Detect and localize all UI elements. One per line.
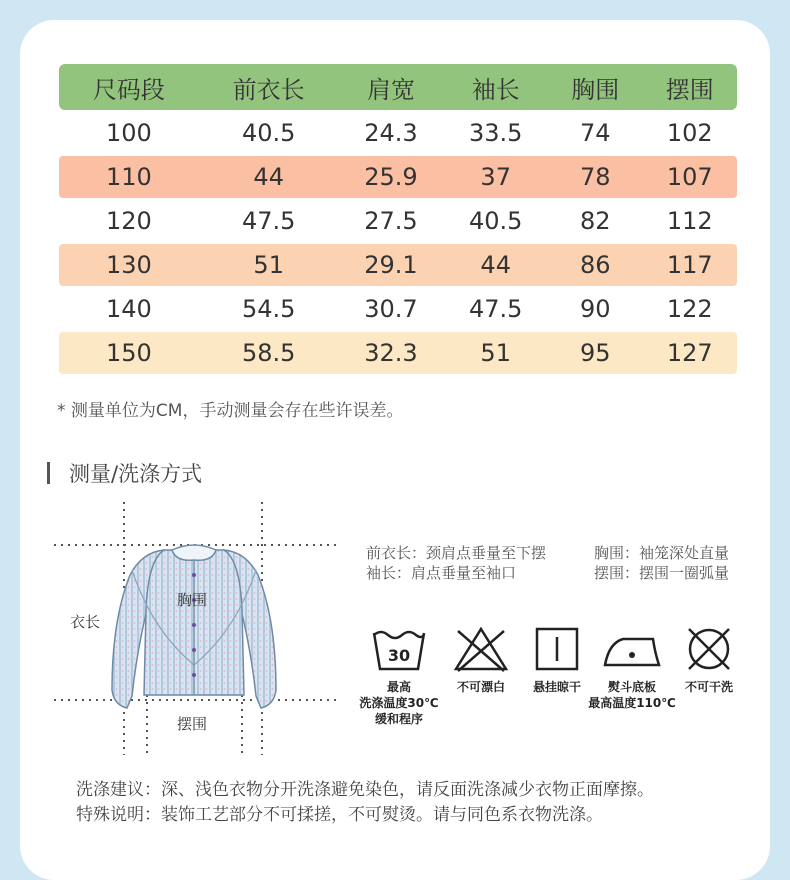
section-title	[47, 458, 202, 488]
table-cell: 122	[643, 288, 737, 330]
table-cell: 27.5	[339, 200, 444, 242]
table-row	[59, 156, 737, 198]
care-label-line: 最高温度110℃	[588, 696, 676, 710]
table-cell: 29.1	[339, 244, 444, 286]
wash-advice-block	[76, 778, 654, 828]
desc-hem: 摆围：摆围一圈弧量	[594, 564, 730, 582]
care-wash-30	[354, 625, 444, 727]
diagram-hem-label: 摆围	[177, 715, 208, 733]
table-cell: 25.9	[339, 156, 444, 198]
measurement-note: * 测量单位为CM，手动测量会存在些许误差。	[57, 401, 404, 421]
table-cell: 47.5	[199, 200, 339, 242]
table-cell: 107	[643, 156, 737, 198]
section-title-text: 测量/洗涤方式	[69, 462, 203, 486]
table-cell: 127	[643, 332, 737, 374]
table-cell: 117	[643, 244, 737, 286]
header-hem: 摆围	[643, 64, 737, 110]
table-row	[59, 244, 737, 286]
table-cell: 51	[443, 332, 548, 374]
desc-chest: 胸围：袖笼深处直量	[594, 544, 730, 562]
table-cell: 40.5	[443, 200, 548, 242]
table-row	[59, 112, 737, 154]
table-cell: 86	[548, 244, 642, 286]
table-cell: 78	[548, 156, 642, 198]
table-cell: 130	[59, 244, 199, 286]
table-cell: 24.3	[339, 112, 444, 154]
table-cell: 37	[443, 156, 548, 198]
table-cell: 40.5	[199, 112, 339, 154]
care-label-line: 不可干洗	[684, 680, 733, 694]
table-cell: 74	[548, 112, 642, 154]
care-label-line: 洗涤温度30℃	[359, 696, 439, 710]
header-sleeve: 袖长	[443, 64, 548, 110]
table-cell: 51	[199, 244, 339, 286]
header-front-length: 前衣长	[199, 64, 339, 110]
size-table	[59, 62, 737, 376]
table-row	[59, 200, 737, 242]
measure-description	[366, 543, 729, 583]
care-label-line: 不可漂白	[456, 680, 505, 694]
desc-sleeve: 袖长：肩点垂量至袖口	[366, 564, 517, 582]
table-cell: 44	[443, 244, 548, 286]
no-dry-clean-icon	[683, 625, 735, 673]
table-cell: 90	[548, 288, 642, 330]
wash-30-icon	[370, 625, 428, 673]
desc-front-length: 前衣长：颈肩点垂量至下摆	[366, 544, 547, 562]
header-chest: 胸围	[548, 64, 642, 110]
table-row	[59, 332, 737, 374]
care-label-line: 悬挂晾干	[532, 680, 581, 694]
table-cell: 140	[59, 288, 199, 330]
no-bleach-icon	[452, 625, 510, 673]
wash-advice: 洗涤建议：深、浅色衣物分开洗涤避免染色，请反面洗涤减少衣物正面摩擦。	[76, 780, 654, 800]
table-cell: 33.5	[443, 112, 548, 154]
header-shoulder: 肩宽	[339, 64, 444, 110]
table-cell: 32.3	[339, 332, 444, 374]
header-size: 尺码段	[59, 64, 199, 110]
table-cell: 120	[59, 200, 199, 242]
size-table-header	[59, 64, 737, 110]
table-cell: 47.5	[443, 288, 548, 330]
table-cell: 102	[643, 112, 737, 154]
table-cell: 82	[548, 200, 642, 242]
section-bar	[47, 462, 50, 484]
table-cell: 58.5	[199, 332, 339, 374]
table-cell: 100	[59, 112, 199, 154]
table-cell: 54.5	[199, 288, 339, 330]
special-note: 特殊说明：装饰工艺部分不可揉搓，不可熨烫。请与同色系衣物洗涤。	[76, 805, 603, 825]
hang-dry-icon	[533, 625, 581, 673]
diagram-length-label: 衣长	[70, 613, 101, 631]
table-cell: 112	[643, 200, 737, 242]
table-cell: 110	[59, 156, 199, 198]
care-label-line: 缓和程序	[374, 712, 423, 726]
table-cell: 30.7	[339, 288, 444, 330]
table-row	[59, 288, 737, 330]
iron-icon	[601, 625, 663, 673]
table-cell: 44	[199, 156, 339, 198]
diagram-chest-label: 胸围	[177, 591, 208, 609]
table-cell: 95	[548, 332, 642, 374]
care-no-dry-clean	[664, 625, 754, 695]
table-cell: 150	[59, 332, 199, 374]
care-label-line: 熨斗底板	[607, 680, 656, 694]
wash-temp-number: 30	[387, 646, 411, 665]
care-label-line: 最高	[386, 680, 411, 694]
